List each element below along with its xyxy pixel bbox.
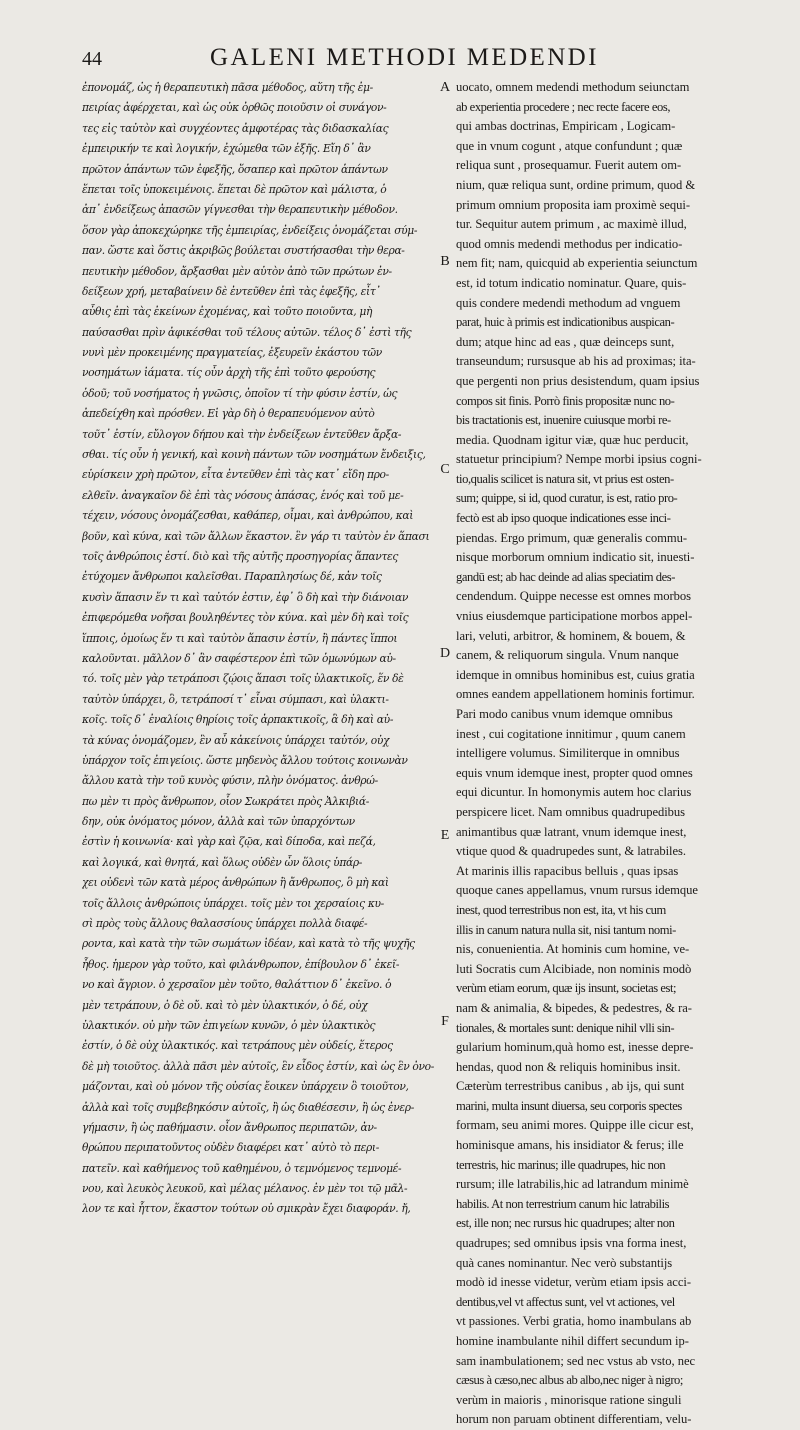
greek-line: δην, οὐκ ὀνόματος μόνον, ἀλλὰ καὶ τῶν ὑπαρχόντων <box>82 815 355 829</box>
greek-text-column <box>82 78 436 1220</box>
latin-line: vnius eiusdemque participatione morbos appel- <box>456 609 693 624</box>
greek-line: μάζονται, καὶ οὐ μόνον τῆς οὐσίας ἔοικεν ὑπάρχειν ὃ τοιοῦτον, <box>82 1080 409 1094</box>
latin-line: verùm in maioris , minorisque ratione singuli <box>456 1392 682 1407</box>
latin-line: Cæterùm terrestribus canibus , ab ijs, qui sunt <box>456 1079 685 1094</box>
latin-line: nisque morborum omnium indicatio sit, inuesti- <box>456 550 695 565</box>
greek-line: ελθεῖν. ἀναγκαῖον δὲ ἐπὶ τὰς νόσους ἁπάσας, ἑνός καὶ τοῦ με- <box>82 488 404 502</box>
greek-line: ἀπ᾽ ἐνδείξεως ἁπασῶν γίγνεσθαι τὴν θεραπευτικὴν μέθοδον. <box>82 203 398 217</box>
latin-line: lari, veluti, arbitror, & hominem, & bouem, & <box>456 628 686 643</box>
latin-line: At marinis illis rapacibus belluis , quas ipsas <box>456 863 679 878</box>
latin-line: quis condere medendi methodum ad vnguem <box>456 295 681 310</box>
margin-letters <box>436 78 454 1218</box>
greek-line: ὑπάρχον τοῖς ἐπιγείοις. ὥστε μηδενὸς ἄλλου τούτοις κοινωνὰν <box>82 753 408 767</box>
greek-line: ἐτύχομεν ἄνθρωποι καλεῖσθαι. Παραπλησίως δέ, κἀν τοῖς <box>82 570 382 584</box>
greek-line: πατεῖν. καὶ καθήμενος τοῦ καθημένου, ὁ τεμνόμενος τεμνομέ- <box>82 1161 402 1175</box>
latin-line: habilis. At non terrestrium canum hic latrabilis <box>456 1196 670 1211</box>
greek-line: τοῦτ᾽ ἐστίν, εὔλογον δήπου καὶ τὴν ἐνδείξεων ἐντεῦθεν ἄρξα- <box>82 427 402 441</box>
latin-line: nem fit; nam, quicquid ab experientia seiunctum <box>456 256 698 271</box>
greek-line: ὑλακτικόν. οὐ μὴν τῶν ἐπιγείων κυνῶν, ὁ μὲν ὑλακτικὸς <box>82 1018 376 1032</box>
latin-line: parat, huic à primis est indicationibus auspican- <box>456 315 675 330</box>
greek-line: νο καὶ ἄγριον. ὁ χερσαῖον μὲν τοῦτο, θαλάττιον δ᾽ ἐκεῖνο. ὁ <box>82 978 392 992</box>
latin-line: dentibus,vel vt affectus sunt, vel vt actiones, vel <box>456 1294 675 1309</box>
greek-line: τὰ κύνας ὀνομάζομεν, ἓν αὖ κἀκείνοις ὑπάρχει ταὐτόν, οὐχ <box>82 733 390 747</box>
greek-line: σθαι. τίς οὖν ἡ γενική, καὶ κοινὴ πάντων τῶν νοσημάτων ἔνδειξις, <box>82 448 426 462</box>
greek-line: γήμασιν, ἢ ὡς παθήμασιν. οἷον ἄνθρωπος περιπατῶν, ἀν- <box>82 1120 377 1134</box>
latin-line: quà canes nominantur. Nec verò substantijs <box>456 1255 673 1270</box>
latin-line: est, ille non; nec rursus hic quadrupes; alter non <box>456 1216 675 1231</box>
latin-line: sam inambulationem; sed nec vstus ab vsto, nec <box>456 1353 696 1368</box>
greek-line: ἐστίν, ὁ δὲ οὐχ ὑλακτικός. καὶ τετράπους μὲν οὐδείς, ἕτερος <box>82 1039 393 1053</box>
margin-letter: C <box>440 462 450 477</box>
greek-line: πευτικὴν μέθοδον, ἄρξασθαι μὲν αὐτὸν ἀπὸ τῶν πρώτων ἐν- <box>82 264 392 278</box>
latin-line: transeundum; rursusque ab his ad proximas; ita- <box>456 354 696 369</box>
greek-line: τες εἰς ταὐτὸν καὶ συγχέοντες ἀμφοτέρας τὰς διδασκαλίας <box>82 121 389 135</box>
greek-line: νυνὶ μὲν προκειμένης πραγματείας, ἐξευρεῖν ἑκάστου τῶν <box>82 346 382 360</box>
latin-line: compos sit finis. Porrò finis propositæ nunc no- <box>456 393 675 408</box>
greek-line: ἄλλου κατὰ τὴν τοῦ κυνὸς φύσιν, πλὴν ὀνόματος. ἀνθρώ- <box>82 774 378 788</box>
latin-line: equis vnum idemque inest, propter quod omnes <box>456 765 693 780</box>
greek-line: καὶ λογικά, καὶ θνητά, καὶ ὅλως οὐδὲν ὧν ὅλοις ὑπάρ- <box>82 855 363 869</box>
latin-line: idemque in omnibus hominibus est, cuius gratia <box>456 667 695 682</box>
latin-line: quadrupes; sed omnibus ipsis vna forma inest, <box>456 1236 687 1251</box>
latin-line: fectò est ab ipso quoque indicationes esse inci- <box>456 511 671 526</box>
latin-line: tur. Sequitur autem primum , ac maximè illud, <box>456 217 687 232</box>
running-title: GALENI METHODI MEDENDI <box>210 44 599 71</box>
margin-letter: A <box>439 80 451 95</box>
latin-line: media. Quodnam igitur viæ, quæ huc perducit, <box>456 432 689 447</box>
greek-line: πειρίας ἀφέρχεται, καὶ ὡς οὐκ ὀρθῶς ποιοῦσιν οἱ συνάγον- <box>82 101 387 115</box>
greek-line: δείξεων χρή, μεταβαίνειν δὲ ἐντεῦθεν ἐπὶ τὰς ἐφεξῆς, εἶτ᾽ <box>82 284 381 298</box>
greek-line: ἕπεται τοῖς ὑποκειμένοις. ἕπεται δὲ πρῶτον καὶ μάλιστα, ὁ <box>82 182 387 196</box>
greek-line: τοῖς ἀνθρώποις ἐστί. διὸ καὶ τῆς αὐτῆς προσηγορίας ἅπαντες <box>82 549 399 563</box>
latin-line: verùm etiam eorum, quæ ijs insunt, societas est; <box>456 981 677 996</box>
latin-line: gularium hominum,quà homo est, inesse depre- <box>456 1040 694 1055</box>
latin-line: gandū est; ab hac deinde ad alias speciatim des- <box>456 569 675 584</box>
latin-line: dum; atque hinc ad eas , quæ deinceps sunt, <box>456 334 675 349</box>
latin-line: reliqua sunt , prosequamur. Fuerit autem om- <box>456 158 682 173</box>
greek-line: ἐπονομάζ, ὡς ἡ θεραπευτικὴ πᾶσα μέθοδος, αὕτη τῆς ἐμ- <box>82 81 373 94</box>
greek-line: λον τε καὶ ἧττον, ἕκαστον τούτων οὐ σμικρὰν ἔχει διαφοράν. ἤ, <box>82 1202 411 1216</box>
latin-line: terrestris, hic marinus; ille quadrupes, hic non <box>456 1157 666 1172</box>
latin-line: sum; quippe, si id, quod curatur, is est, ratio pro- <box>456 491 678 506</box>
greek-line: ροντα, καὶ κατὰ τὴν τῶν σωμάτων ἰδέαν, καὶ κατὰ τὸ τῆς ψυχῆς <box>82 937 415 951</box>
greek-line: θρώπου περιπατοῦντος οὐδὲν διαφέρει κατ᾽ αὐτὸ τὸ περι- <box>82 1141 380 1155</box>
latin-line: piendas. Ergo primum, quæ generalis commu- <box>456 530 687 545</box>
greek-line: ἀπεδείχθη καὶ πρόσθεν. Εἰ γὰρ δὴ ὁ θεραπευόμενον αὐτὸ <box>82 407 375 421</box>
latin-line: qui ambas doctrinas, Empiricam , Logicam- <box>456 119 676 134</box>
latin-line: nium, quæ reliqua sunt, ordine primum, quod & <box>456 177 696 192</box>
greek-line: χει οὐδενὶ τῶν κατὰ μέρος ἀνθρώπων ἢ ἄνθρωπος, ὃ μὴ καὶ <box>82 876 389 890</box>
greek-line: αὖθις ἐπὶ τὰς ἐκείνων ἐχομένας, καὶ τοῦτο ποιοῦντα, μὴ <box>82 305 373 319</box>
latin-line: hominisque amans, his insidiator & ferus; ille <box>456 1138 684 1153</box>
greek-line: νου, καὶ λευκὸς λευκοῦ, καὶ μέλας μέλανος. ἐν μὲν τοι τῷ μᾶλ- <box>82 1182 408 1196</box>
greek-line: τέχειν, νόσους ὀνομάζεσθαι, καθάπερ, οἶμαι, καὶ ἀνθρώπου, καὶ <box>82 509 414 523</box>
greek-line: πρῶτον ἁπάντων τῶν ἐφεξῆς, ὅσαπερ καὶ πρῶτον ἁπάντων <box>82 162 388 176</box>
latin-line: est, id totum indicatio nominatur. Quare, quis- <box>456 275 687 290</box>
greek-line: παν. ὥστε καὶ ὅστις ἀκριβῶς βούλεται συστήσασθαι τὴν θερα- <box>82 244 405 258</box>
latin-line: que pergenti non prius desistendum, quam ipsius <box>456 373 700 388</box>
greek-line: τό. τοῖς μὲν γὰρ τετράποσι ζῴοις ἅπασι τοῖς ὑλακτικοῖς, ἕν δὲ <box>82 672 404 686</box>
latin-line: modò id inesse videtur, verùm etiam ipsis acci- <box>456 1275 691 1290</box>
latin-line: Pari modo canibus vnum idemque omnibus <box>456 707 673 721</box>
latin-line: cæsus à cæso,nec albus ab albo,nec niger à nigro; <box>456 1373 683 1388</box>
latin-line: omnes eandem appellationem hominis fortimur. <box>456 687 695 702</box>
greek-line: μὲν τετράπουν, ὁ δὲ οὔ. καὶ τὸ μὲν ὑλακτικόν, ὁ δέ, οὐχ <box>82 998 368 1012</box>
greek-line: εὑρίσκειν χρὴ πρῶτον, εἶτα ἐντεῦθεν ἐπὶ τὰς κατ᾽ εἴδη προ- <box>82 468 389 482</box>
greek-line: πω μὲν τι πρὸς ἄνθρωπον, οἷον Σωκράτει πρὸς Ἀλκιβιά- <box>82 794 370 808</box>
latin-line: uocato, omnem medendi methodum seiunctam <box>456 80 690 94</box>
latin-line: illis in canum natura nulla sit, nisi tantum nomi- <box>456 922 676 937</box>
page-header <box>0 44 800 76</box>
greek-line: νοσημάτων ἰάματα. τίς οὖν ἀρχὴ τῆς ἐπὶ τοῦτο φερούσης <box>82 366 376 380</box>
latin-line: canem, & reliquorum singula. Vnum nanque <box>456 648 679 663</box>
greek-line: δὲ μὴ τοιοῦτος. ἀλλὰ πᾶσι μὲν αὐτοῖς, ἓν εἶδος ἐστίν, καὶ ὡς ἓν ὀνο- <box>82 1059 434 1073</box>
latin-line: hendas, quod non & reliquis hominibus insit. <box>456 1059 681 1074</box>
greek-line: κοῖς. τοῖς δ᾽ ἐναλίοις θηρίοις τοῖς ἁρπακτικοῖς, ἃ δὴ καὶ αὐ- <box>82 713 394 727</box>
latin-line: quoque canes appellamus, vnum rursus idemque <box>456 883 698 898</box>
latin-line: perspicere licet. Nam omnibus quadrupedibus <box>456 804 686 819</box>
margin-letter: D <box>439 646 451 661</box>
latin-line: inest , cui cogitatione innitimur , quum canem <box>456 726 686 741</box>
greek-line: ὁδοῦ; τοῦ νοσήματος ἡ γνῶσις, ὁποῖον τί τὴν φύσιν ἐστίν, ὡς <box>82 386 398 400</box>
greek-line: ἐπιφερόμεθα νοῆσαι βουληθέντες τὸν κύνα. καὶ μὲν δὴ καὶ τοῖς <box>82 611 409 625</box>
latin-line: intelligere volumus. Similiterque in omnibus <box>456 746 680 761</box>
latin-line: luti Socratis cum Alcibiade, non nominis modò <box>456 961 692 976</box>
latin-line: cendendum. Quippe necesse est omnes morbos <box>456 589 692 604</box>
latin-line: primum omnium proposita iam proximè sequi- <box>456 197 691 212</box>
greek-line: ταὐτὸν ὑπάρχει, ὃ, τετράποσί τ᾽ εἶναι σύμπασι, καὶ ὑλακτι- <box>82 692 389 706</box>
margin-letter: F <box>441 1014 449 1029</box>
greek-line: καλοῦνται. μᾶλλον δ᾽ ἂν σαφέστερον ἐπὶ τῶν ὁμωνύμων αὐ- <box>82 651 396 665</box>
greek-line: σὶ πρὸς τοὺς ἄλλους θαλασσίους ὑπάρχει πολλὰ διαφέ- <box>82 917 368 931</box>
latin-line: nam & animalia, & bipedes, & pedestres, & ra- <box>456 1000 692 1015</box>
latin-line: tio,qualis scilicet is natura sit, vt prius est osten- <box>456 471 674 486</box>
page-number: 44 <box>82 48 102 70</box>
latin-line: horum non paruam obtinent differentiam, velu- <box>456 1412 692 1427</box>
latin-line: que in vnum cogunt , atque confundunt ; quæ <box>456 138 683 153</box>
margin-letter: E <box>440 828 450 843</box>
latin-line: homine inambulante nihil differt secundum ip- <box>456 1334 689 1348</box>
latin-line: rursum; ille latrabilis,hic ad latrandum minimè <box>456 1177 689 1192</box>
greek-line: ἵπποις, ὁμοίως ἕν τι καὶ ταὐτὸν ἅπασιν ἐστίν, ἢ πάντες ἵπποι <box>82 631 398 645</box>
latin-line: inest, quod terrestribus non est, ita, vt his cum <box>456 902 666 917</box>
greek-line: παύσασθαι πρὶν ἀφικέσθαι τοῦ τέλους αὐτῶν. τέλος δ᾽ ἐστὶ τῆς <box>82 325 412 339</box>
latin-line: equi dicuntur. In homonymis autem hoc clarius <box>456 785 692 800</box>
latin-line: tionales, & mortales sunt: denique nihil vlli sin- <box>456 1020 675 1035</box>
latin-line: statuetur principium? Nempe morbi ipsius cogni- <box>456 452 702 467</box>
latin-line: ab experientia procedere ; nec recte facere eos, <box>456 99 671 114</box>
greek-line: ἐμπειρικήν τε καὶ λογικήν, ἐχώμεθα τῶν ἑξῆς. Εἴη δ᾽ ἂν <box>82 142 371 156</box>
latin-line: animantibus quæ latrant, vnum idemque inest, <box>456 824 687 839</box>
margin-letter: B <box>440 254 450 269</box>
latin-line: marini, multa insunt diuersa, seu corporis spectes <box>456 1098 682 1113</box>
latin-line: formam, seu animi mores. Quippe ille cicur est, <box>456 1118 694 1133</box>
greek-line: ἐστὶν ἡ κοινωνία· καὶ γὰρ καὶ ζῷα, καὶ δίποδα, καὶ πεζά, <box>82 835 376 849</box>
latin-line: nis, conuenientia. At hominis cum homine, ve- <box>456 942 690 957</box>
latin-line: vtique quod & quadrupedes sunt, & latrabiles. <box>456 844 686 859</box>
latin-line: bis tractationis est, inuenire cuiusque morbi re- <box>456 413 671 428</box>
greek-line: ἦθος. ἡμερον γὰρ τοῦτο, καὶ φιλάνθρωπον, ἐπίβουλον δ᾽ ἐκεῖ- <box>82 957 400 971</box>
latin-text-column <box>456 78 780 1430</box>
greek-line: τοῖς ἄλλοις ἀνθρώποις ὑπάρχει. τοῖς μὲν τοι χερσαίοις κυ- <box>82 896 384 910</box>
greek-line: ὅσον γὰρ ἀποκεχώρηκε τῆς ἐμπειρίας, ἐνδείξεις ὀνομάζεται σύμ- <box>82 223 418 237</box>
greek-line: βοῦν, καὶ κύνα, καὶ τῶν ἄλλων ἕκαστον. ἓν γάρ τι ταὐτὸν ἐν ἅπασι <box>82 529 430 543</box>
latin-line: quod omnis medendi methodus per indicatio- <box>456 236 683 251</box>
latin-line: vt passiones. Verbi gratia, homo inambulans ab <box>456 1314 692 1329</box>
greek-line: ἀλλὰ καὶ τοῖς συμβεβηκόσιν αὐτοῖς, ἢ ὡς διαθέσεσιν, ἢ ὡς ἐνερ- <box>82 1100 414 1114</box>
greek-line: κυσὶν ἅπασιν ἕν τι καὶ ταὐτόν ἐστιν, ἐφ᾽ ὃ δὴ καὶ τὴν διάνοιαν <box>82 590 408 604</box>
